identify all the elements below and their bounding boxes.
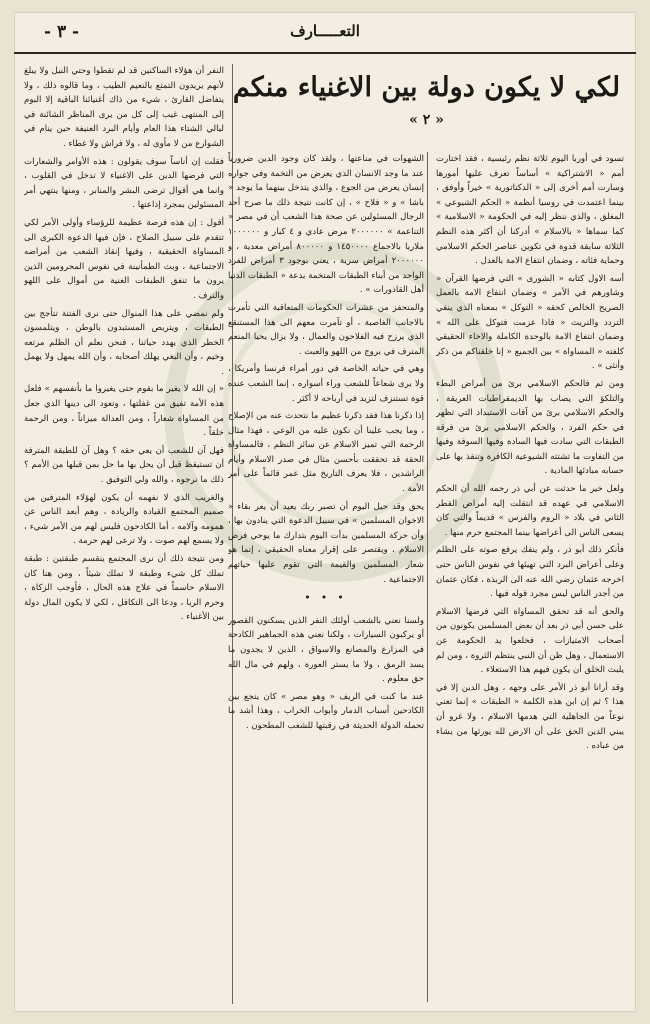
column-middle (228, 152, 424, 1002)
paragraph: فقلت إن أناساً سوف يقولون : هذه الأوامر والشعارات التي فرضها الدين على الاغنياء لا تدخل في القلوب ، وانما هي أقوال ترضى البشر والمنابر ، ومنها ينتهي أمر المسئولين بمجرد إذاعتها . (24, 156, 224, 211)
page-header (14, 12, 636, 54)
paragraph: والمتحفز من عشرات الحكومات المتعاقبة التي تأمرت بالاجانب الغاصبة ، أو تآمرت معهم الى هذا المستنقع الذي يرزح فيه الفلاحون والعمال ، ولا يزال يحيا المنعم المترف في بروج من اللهو والعبث . (228, 302, 424, 357)
newspaper-page (14, 12, 636, 1012)
paragraph: ومن ثم فالحكم الاسلامي برئ من أمراض البطء والتلكؤ التي يصاب بها الديمقراطيات العريقة ، والحكم الاسلامي برئ من آفات الاستبداد التي تظهر في حكم الفرد ، والحكم الاسلامي برئ من فرقة الطبقات التي سادت فيها السادة وفيها السوقة وفيها من التفاوت ما تشتته الشيوعية الكافرة وتنقذ بها على حسابه مبادئها المادية . (436, 378, 624, 477)
paragraph: عند ما كنت في الريف « وهو مصر » كان ينجع بين الكادحين أسباب الدمار وأبواب الخراب ، وهذا أشد ما تحمله الدولة الحديثة في رقبتها للشعب المطحون . (228, 691, 424, 731)
article-part-number: « ٢ » (409, 112, 444, 128)
paragraph: النفر أن هؤلاء الساكنين قد لم تقطوا وحتي النيل ولا يبلغ لأنهم يريدون التمتع بالنعيم الطيب ، وما قالوه ذلك ، ولا يتفاضل القارئ ، شيء من ذاك أغنيائنا الباقية إلا البوم إلى المنتهى غيب إلى كل من يرى المناظر الشائنة في ليالي الشتاء هذا العام وأيام البرد العنيفة حين ينام في الشوارع من لا مأوى له ، ولا فراش ولا غطاء . (24, 66, 224, 149)
paragraph: إذا ذكرنا هذا فقد ذكرنا عظيم ما نتحدث عنه من الإصلاح ، وما يجب علينا أن نكون عليه من الوعي ، فهذا مثال الرحمة التي تميز الاسلام عن سائر النظم ، فالمساواة الحقة قد تحققت بأحسن مثال في صدر الاسلام وأيام الراشدين ، فلا يعرف التاريخ مثل عمر قائماً على أمر الأمة . (228, 411, 424, 495)
column-divider (427, 152, 428, 1002)
paragraph: أقول : إن هذه فرصة عظيمة للرؤساء وأولى الأمر لكي تتقدم على سبيل الصلاح ، فإن فيها الدعوة الكبرى الى المساواة الحقيقية ، وفيها إنقاذ الشعب من أمراضه الاجتماعية ، وبث الطمأنينة في نفوس المحرومين الذين يرون ما تنفق الطبقات الغنية من أموال على اللهو والترف . (24, 217, 224, 301)
paragraph: ولسنا نعني بالشعب أولئك النفر الذين يسكنون القصور أو يركبون السيارات ، ولكنا نعني هذه الجماهير الكادحة في المزارع والمصانع والاسواق ، الذين لا يجدون ما يسد الرمق ، ولا ما يستر العورة ، ولهم في مال الله حق معلوم . (228, 615, 424, 685)
paragraph: ومن نتيجة ذلك أن نرى المجتمع ينقسم طبقتين : طبقة تملك كل شيء وطبقة لا تملك شيئاً ، ومن هنا كان الاسلام حاسماً في علاج هذه الحال ، فأوجب الزكاة ، وحرم الربا ، ودعا الى التكافل ، لكي لا يكون المال دولة بين الأغنياء . (24, 554, 224, 623)
section-separator: • • • (304, 593, 348, 604)
paragraph: والغريب الذي لا نفهمه أن يكون لهؤلاء المترفين من صميم المجتمع القيادة والريادة ، وهم أبعد الناس عن همومه وآلامه ، أما الكادحون فليس لهم من الأمر شيء ، ولا يسمع لهم صوت ، ولا ترعى لهم حرمة . (24, 492, 224, 547)
article-title: لكي لا يكون دولة بين الاغنياء منكم (232, 72, 621, 103)
paragraph: يحق وقد حيل اليوم أن تصبر ربك يعيد أن يعر بقاء « الاخوان المسلمين » في سبيل الدعوة التي ينادون بها ، وأن حركة المسلمين بدأت اليوم بتدارك ما يوحي فرض الاسلام ، ويقتصر على إقرار معناه الحقيقي ، إنما هو شعار المسلمين والقيمة التي تقوم عليها حياتهم الاجتماعية . (228, 501, 424, 585)
page-number: - ٣ - (44, 22, 80, 42)
paragraph: تسود في أوربا اليوم ثلاثة نظم رئيسية ، فقد اختارت أمم « الاشتراكية » أساساً تعرف عليها أمورها وسارت أمم أخرى إلى « الدكتاتورية » خيراً وأوفق ، بينما اعتمدت في روسيا أنظمة « الحكم الشيوعي » المغلق ، والذي ننظر إليه في الحكومة « الاسلامية » كما سماها « بالاسلام » أدركنا أن أكثر هذه النظم الثلاثة سابقة قدوة في تكوين عناصر الحكم الاسلامي وحماية فئاته ، وضمان انتفاع الامة بالعدل . (436, 154, 624, 267)
paragraph: الشهوات في مناعتها ، ولقد كان وجود الدين ضرورياً عند ما وجد الانسان الذي يعرض من التخمة وفي جواره إنسان يعرض من الجوع ، والذي يتدخل بينهما ما يوجد « باشا » و « فلاح » ، إن كانت نتيجة ذلك ما صرح أحد الرجال المسئولين عن صحة هذا الشعب أن في مصر « التناعمة » ٢٠٠٠٠٠٠ مرض عادي و ٤ كبار و ١٠٠٠٠٠٠ ملاريا بالاجماع ١٤٥٠٠٠٠ و ٨٠٠٠٠٠ أمراض معدية ، و ٢٠٠٠٠٠٠ أمراض سرية ، يعني بوجود ٣ أمراض للفرد الواحد من أبناء الطبقات المتخمة بدعة « الطبقات الدنيا أهل القاذورات » . (228, 154, 424, 296)
paragraph: والحق أنه قد تحقق المساواة التي فرضها الاسلام على حسن أبي ذر بعد أن بعض المسلمين يكونون من أصحاب الامتيازات ، فخلعوا يد الحكومة عن الاستعمال ، وهل ظن أن النبي ينتظم الثروة ، ومن لم يلبث الخلق أن يكون فيهم هذا الاستعلاء . (436, 606, 624, 676)
paragraph: فهل آن للشعب أن يعي حقه ؟ وهل آن للطبقة المترفة أن تستيقظ قبل أن يحل بها ما حل بمن قبلها من الأمم ؟ ذلك ما نرجوه ، والله ولي التوفيق . (24, 445, 224, 486)
paragraph: « إن الله لا يغير ما بقوم حتى يغيروا ما بأنفسهم » فلعل هذه الأمة تفيق من غفلتها ، وتعود الى دينها الذي جعل من المساواة شعاراً ، ومن العدالة ميزاناً ، ومن الرحمة خلقاً . (24, 384, 224, 439)
column-right (436, 152, 624, 992)
paragraph: ولم نمضي على هذا المنوال حتى نرى الفتنة تتأجج بين الطبقات ، ويتربص المستبدون بالوطن ، ويتلمسون الخطر الذي يهدد حياتنا ، فنحن نعلم أن الظلم مرتعه وخيم ، وأن البغي يهلك أصحابه ، وأن الله يمهل ولا يهمل . (24, 308, 224, 377)
paragraph: وقد أرانا أبو ذر الأمر على وجهه ، وهل الدين إلا في هذا ؟ ثم إن ابن هذه الكلمة « الطبقات » إنما تعني نوعاً من الجاهلية التي هدمها الاسلام ، ولا غرو أن يبني الدين الحق على أن الارض لله يورثها من يشاء من عباده . (436, 682, 624, 752)
paragraph: فأنكر ذلك أبو ذر ، ولم ينفك يرفع صوته على الظلم وعلى أعراض البرد التي تهيئها في نفوس الناس حتى اخرجه عثمان رضي الله عنه الى الربذة ، فكان عثمان من أجدر الناس ليس مجرد قوله فيها . (436, 545, 624, 600)
column-left (24, 64, 224, 1004)
paragraph: وهي في حياته الخاصة في دور أمراء فرنسا وأمريكا ، ولا يرى شعاعاً للشعب وراء أسواره ، إنما الشعب عنده قوة تستنزف لتزيد في أرباحه لا أكثر . (228, 364, 424, 404)
paragraph: أسه الاول كتابه « الشورى » التي فرضها القرآن « وشاورهم في الأمر » وضمان انتفاع الامة بالعمل الصريح الخالص كحقه « التوكل » بمعناه الذي ينفي التردد والتريث « فاذا عزمت فتوكل على الله » وضمان انتفاع الامة بالوحدة الكاملة والاخاء الحقيقي كلفته « المساواة » بين الجميع « إنا خلقناكم من ذكر وأنثى » . (436, 273, 624, 372)
journal-name: التعـــــارف (290, 22, 360, 40)
paragraph: ولعل خير ما حدثت عن أبي ذر رحمه الله أن الحكم الاسلامي في عهده قد انتقلت إليه أمراض القطر الثاني في بلاد « الروم والفرس » قديماً والتي كان يسعى الناس الى أعراضها بينما المجتمع حرم منها . (436, 484, 624, 538)
